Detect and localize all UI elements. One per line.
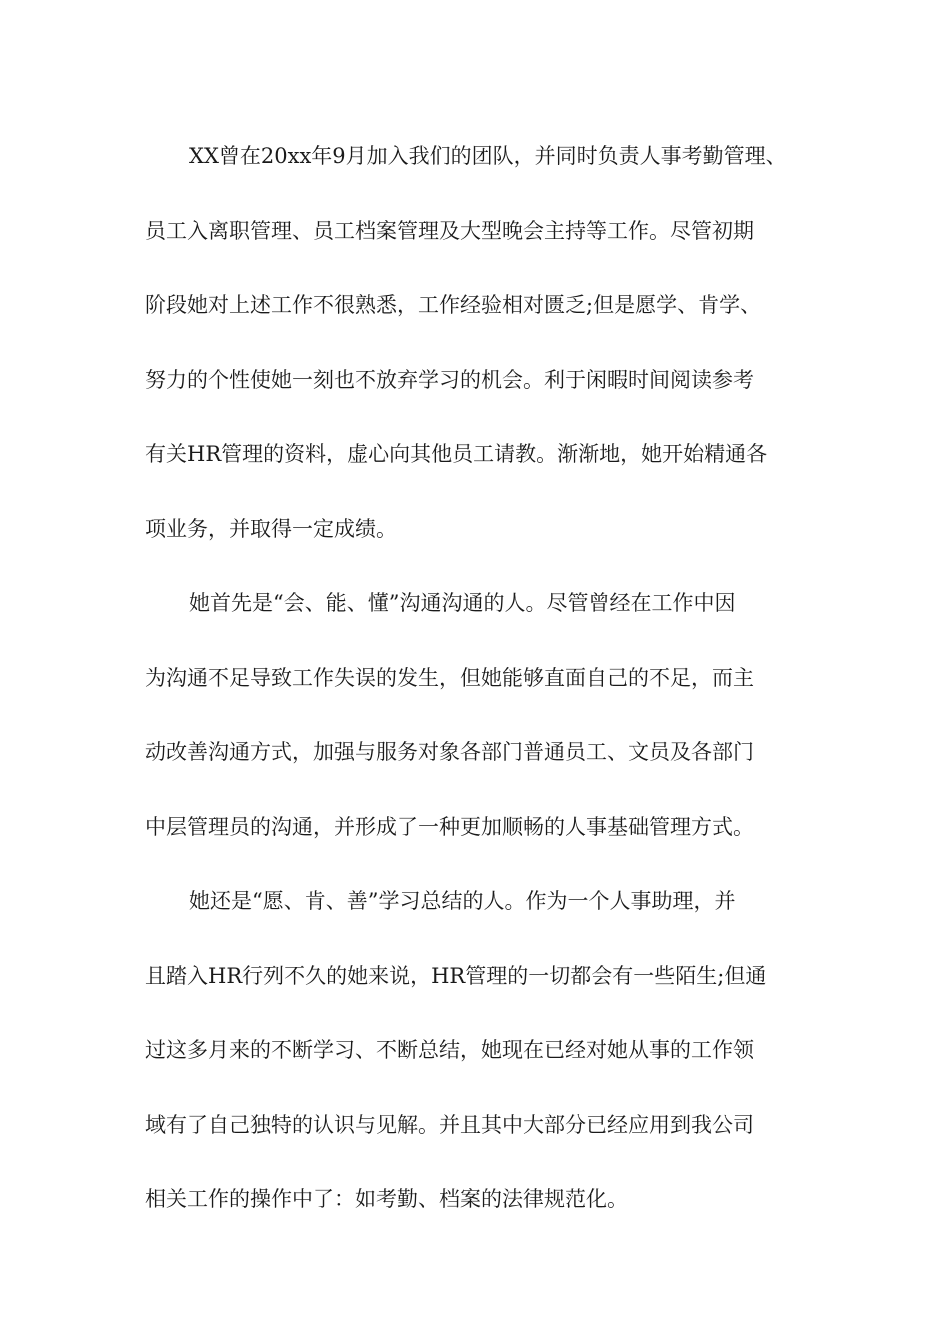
paragraph-1 [145,126,811,573]
paragraph-line: 项业务，并取得一定成绩。 [145,516,397,541]
paragraph-line: 相关工作的操作中了：如考勤、档案的法律规范化。 [145,1187,628,1211]
paragraph-line: 有关HR管理的资料，虚心向其他员工请教。渐渐地，她开始精通各 [145,442,768,466]
paragraph-line: 她首先是“会、能、懂”沟通沟通的人。尽管曾经在工作中因 [189,591,736,615]
paragraph-line: 过这多月来的不断学习、不断总结，她现在已经对她从事的工作领 [145,1038,754,1062]
paragraph-line: 为沟通不足导致工作失误的发生，但她能够直面自己的不足，而主 [145,665,754,690]
paragraph-3 [145,871,811,1244]
paragraph-line: 她还是“愿、肯、善”学习总结的人。作为一个人事助理，并 [189,889,736,913]
paragraph-line: 努力的个性使她一刻也不放弃学习的机会。利于闲暇时间阅读参考 [145,367,754,392]
paragraph-line: XX曾在20xx年9月加入我们的团队，并同时负责人事考勤管理、 [189,144,787,168]
paragraph-line: 域有了自己独特的认识与见解。并且其中大部分已经应用到我公司 [145,1112,754,1137]
paragraph-line: 阶段她对上述工作不很熟悉，工作经验相对匮乏;但是愿学、肯学、 [145,293,762,317]
document-body [145,126,811,1244]
paragraph-line: 员工入离职管理、员工档案管理及大型晚会主持等工作。尽管初期 [145,218,754,243]
paragraph-line: 中层管理员的沟通，并形成了一种更加顺畅的人事基础管理方式。 [145,814,754,839]
paragraph-line: 动改善沟通方式，加强与服务对象各部门普通员工、文员及各部门 [145,740,754,764]
paragraph-line: 且踏入HR行列不久的她来说，HR管理的一切都会有一些陌生;但通 [145,963,767,988]
paragraph-2 [145,573,811,871]
